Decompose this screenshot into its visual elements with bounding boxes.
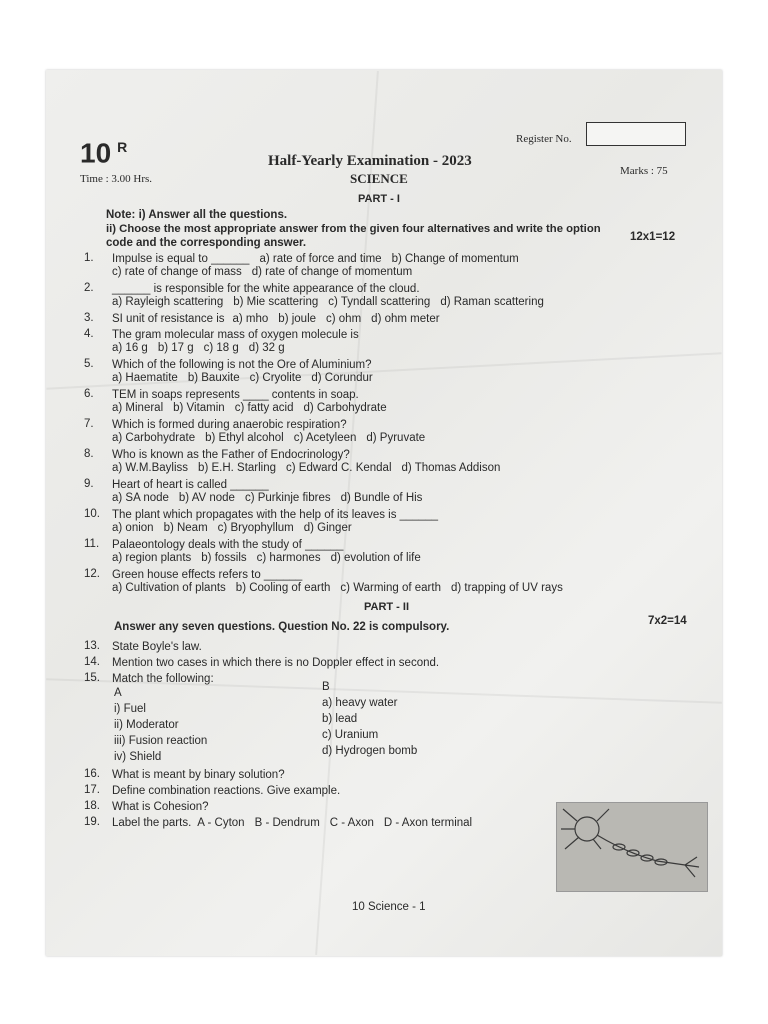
neuron-diagram xyxy=(556,802,708,892)
question-8-options: a) W.M.Bayliss b) E.H. Starling c) Edward C. Kendal d) Thomas Addison xyxy=(112,462,501,474)
question-7: Which is formed during anaerobic respiration? xyxy=(112,419,347,431)
match-a-item: ii) Moderator xyxy=(114,719,179,731)
match-b-item: c) Uranium xyxy=(322,729,379,741)
question-10: The plant which propagates with the help of its leaves is ______ xyxy=(112,509,439,521)
question-8: Who is known as the Father of Endocrinology? xyxy=(112,449,350,461)
question-1-options: c) rate of change of mass d) rate of change of momentum xyxy=(112,266,413,278)
note-2a: ii) Choose the most appropriate answer from the given four alternatives and write the option xyxy=(106,223,601,235)
match-b-item: b) lead xyxy=(322,713,358,725)
question-number: 12. xyxy=(84,568,100,580)
question-2-options: a) Rayleigh scattering b) Mie scattering c) Tyndall scattering d) Raman scattering xyxy=(112,296,544,308)
question-number: 18. xyxy=(84,800,100,812)
question-19: Label the parts. A - Cyton B - Dendrum C - Axon D - Axon terminal xyxy=(112,817,473,829)
exam-paper xyxy=(46,70,722,956)
exam-time: Time : 3.00 Hrs. xyxy=(80,173,153,185)
match-b-item: d) Hydrogen bomb xyxy=(322,745,418,757)
question-number: 4. xyxy=(84,328,94,340)
question-13: State Boyle's law. xyxy=(112,641,202,653)
question-9-options: a) SA node b) AV node c) Purkinje fibres d) Bundle of His xyxy=(112,492,423,504)
question-number: 19. xyxy=(84,816,100,828)
question-number: 16. xyxy=(84,768,100,780)
part-one-questions xyxy=(46,252,722,632)
neuron-drawing xyxy=(557,803,707,891)
match-a-item: i) Fuel xyxy=(114,703,146,715)
total-marks: Marks : 75 xyxy=(620,165,668,177)
question-number: 15. xyxy=(84,672,100,684)
class-label: 10 $^R$ xyxy=(80,137,128,169)
question-number: 8. xyxy=(84,448,94,460)
part-two-marks: 7x2=14 xyxy=(648,615,687,627)
question-number: 17. xyxy=(84,784,100,796)
question-number: 10. xyxy=(84,508,100,520)
question-number: 13. xyxy=(84,640,100,652)
question-6: TEM in soaps represents ____ contents in soap. xyxy=(112,389,359,401)
question-5: Which of the following is not the Ore of Aluminium? xyxy=(112,359,372,371)
question-number: 3. xyxy=(84,312,94,324)
match-column-b-header: B xyxy=(322,681,330,693)
part-one-title: PART - I xyxy=(358,193,400,205)
match-a-item: iv) Shield xyxy=(114,751,162,763)
question-number: 1. xyxy=(84,252,94,264)
question-7-options: a) Carbohydrate b) Ethyl alcohol c) Acetyleen d) Pyruvate xyxy=(112,432,426,444)
part-two-instruction: Answer any seven questions. Question No. 22 is compulsory. xyxy=(114,621,450,633)
question-number: 9. xyxy=(84,478,94,490)
question-number: 5. xyxy=(84,358,94,370)
question-number: 11. xyxy=(84,538,100,550)
part-one-marks: 12x1=12 xyxy=(630,231,676,243)
register-number-box[interactable] xyxy=(586,122,686,146)
question-number: 7. xyxy=(84,418,94,430)
question-4-options: a) 16 g b) 17 g c) 18 g d) 32 g xyxy=(112,342,285,354)
question-number: 6. xyxy=(84,388,94,400)
note-2b: code and the corresponding answer. xyxy=(106,237,307,249)
question-2: ______ is responsible for the white appearance of the cloud. xyxy=(112,283,420,295)
subject-title: SCIENCE xyxy=(350,171,408,186)
question-9: Heart of heart is called ______ xyxy=(112,479,269,491)
page-footer: 10 Science - 1 xyxy=(352,901,426,913)
question-11: Palaeontology deals with the study of ______ xyxy=(112,539,344,551)
question-6-options: a) Mineral b) Vitamin c) fatty acid d) Carbohydrate xyxy=(112,402,387,414)
note-1: Note: i) Answer all the questions. xyxy=(106,209,288,221)
question-11-options: a) region plants b) fossils c) harmones d) evolution of life xyxy=(112,552,421,564)
question-1: Impulse is equal to ______ a) rate of force and time b) Change of momentum xyxy=(112,253,519,265)
register-label: Register No. xyxy=(516,133,572,145)
question-10-options: a) onion b) Neam c) Bryophyllum d) Ginger xyxy=(112,522,352,534)
match-b-item: a) heavy water xyxy=(322,697,398,709)
question-17: Define combination reactions. Give example. xyxy=(112,785,341,797)
match-a-item: iii) Fusion reaction xyxy=(114,735,208,747)
exam-title: Half-Yearly Examination - 2023 xyxy=(268,153,472,169)
question-4: The gram molecular mass of oxygen molecule is xyxy=(112,329,359,341)
question-18: What is Cohesion? xyxy=(112,801,209,813)
question-16: What is meant by binary solution? xyxy=(112,769,285,781)
question-15: Match the following: xyxy=(112,673,214,685)
question-14: Mention two cases in which there is no Doppler effect in second. xyxy=(112,657,440,669)
part-two-title: PART - II xyxy=(364,601,410,613)
question-3: SI unit of resistance is a) mho b) joule c) ohm d) ohm meter xyxy=(112,313,440,325)
match-column-a-header: A xyxy=(114,687,122,699)
question-number: 2. xyxy=(84,282,94,294)
question-12-options: a) Cultivation of plants b) Cooling of earth c) Warming of earth d) trapping of UV rays xyxy=(112,582,563,594)
question-5-options: a) Haematite b) Bauxite c) Cryolite d) Corundur xyxy=(112,372,373,384)
question-number: 14. xyxy=(84,656,100,668)
question-12: Green house effects refers to ______ xyxy=(112,569,303,581)
